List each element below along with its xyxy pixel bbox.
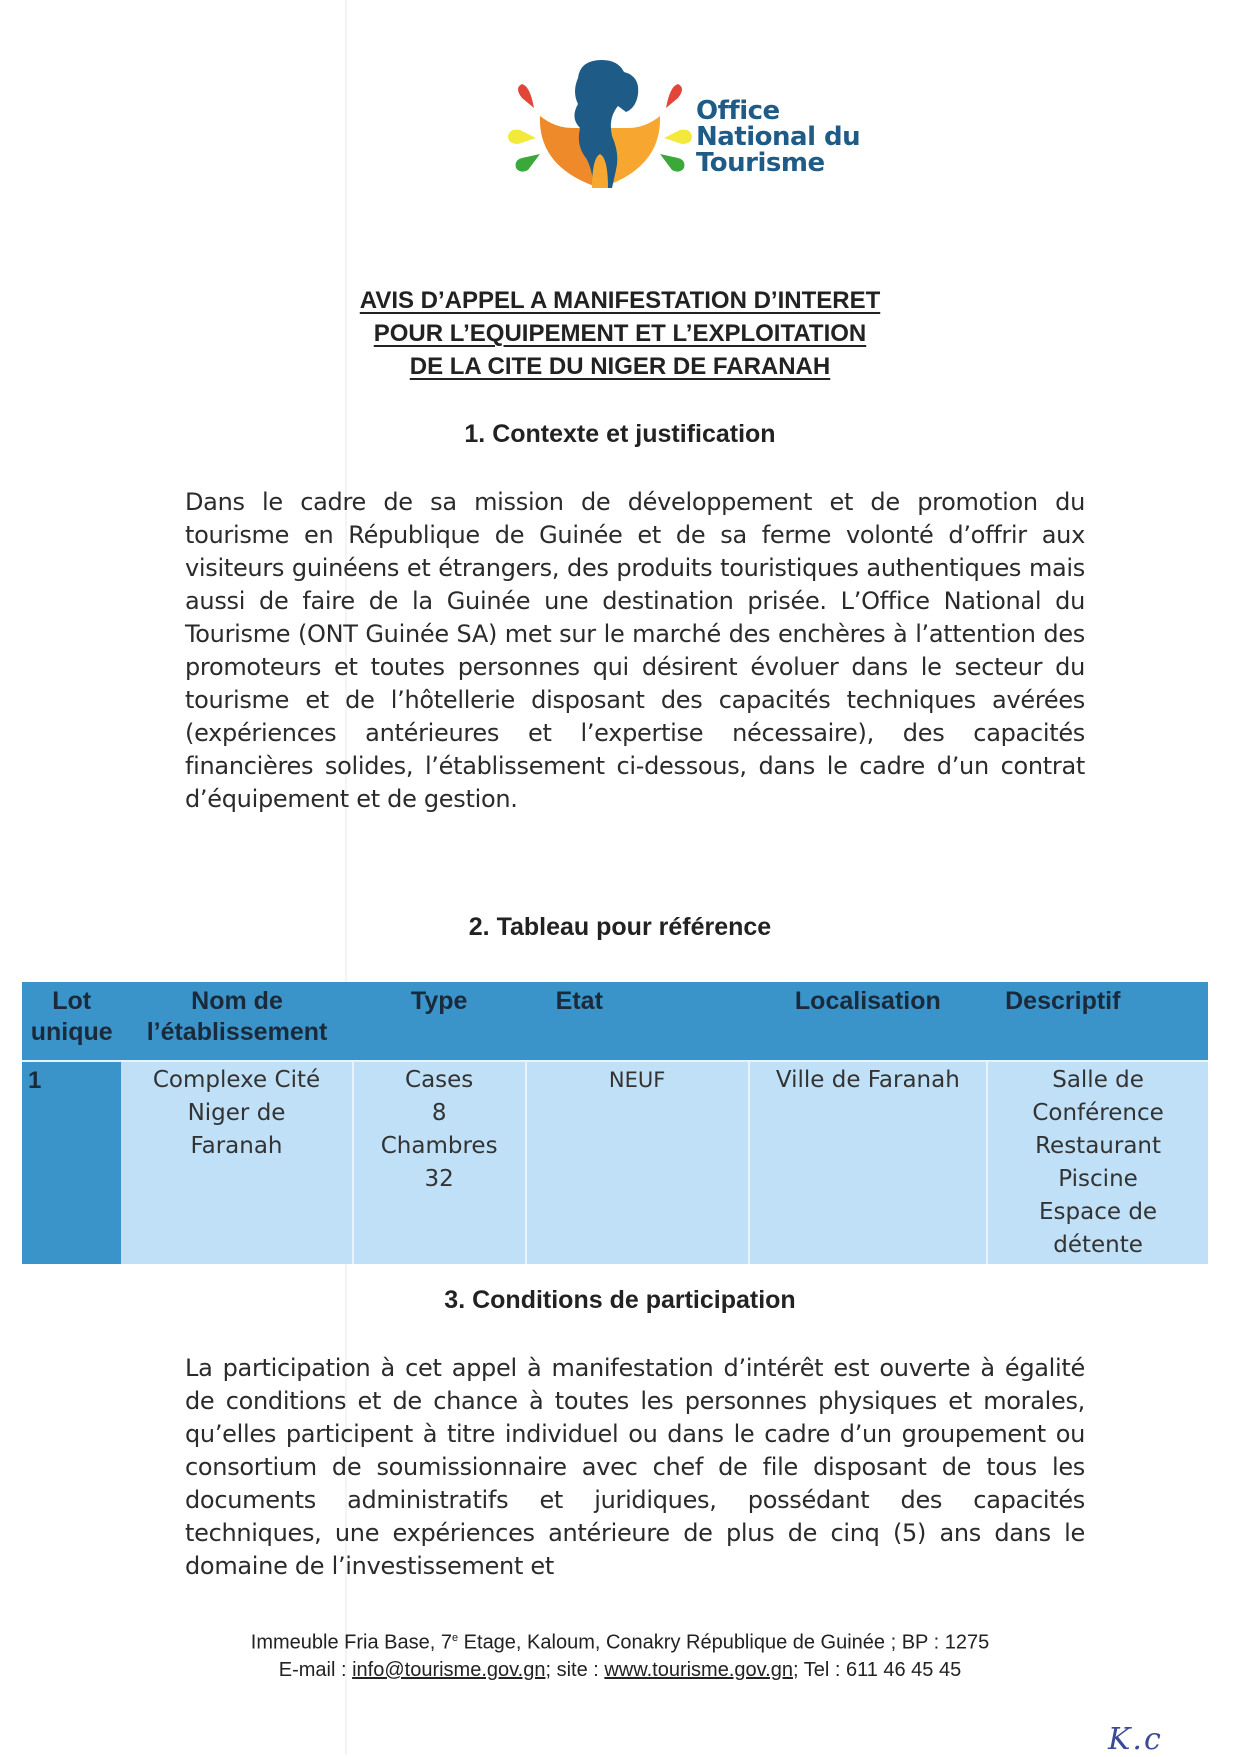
section-1-paragraph: Dans le cadre de sa mission de développement et de promotion du tourisme en République de Guinée et de sa ferme volonté d’offrir aux visiteurs guinéens et étrangers, des produits touristiques authentiques mais aussi de faire de la Guinée une destination prisée. L’Office National du Tourisme (ONT Guinée SA) met sur le marché des enchères à l’attention des promoteurs et toutes personnes qui désirent évoluer dans le secteur du tourisme et de l’hôtellerie disposant des capacités techniques avérées (expériences antérieures et l’expertise nécessaire), des capacités financières solides, l’établissement ci-dessous, dans le cadre d’un contrat d’équipement et de gestion. xyxy=(185,488,1085,813)
cell-nom: Complexe Cité Niger de Faranah xyxy=(121,1061,352,1264)
cell-descriptif: Salle de Conférence Restaurant Piscine Espace de détente xyxy=(987,1061,1208,1264)
table-header-row xyxy=(22,982,1208,1061)
email-link[interactable]: info@tourisme.gov.gn xyxy=(352,1659,546,1681)
logo-line-office: Office xyxy=(696,96,780,126)
logo-line-national: National du xyxy=(696,122,861,152)
section-3-paragraph: La participation à cet appel à manifestation d’intérêt est ouverte à égalité de conditions et de chance à toutes les personnes physiques et morales, qu’elles participent à titre individuel ou dans le cadre d’un groupement ou consortium de soumissionnaire avec chef de file disposant de tous les documents administratifs et juridiques, possédant des capacités techniques, une expériences antérieure de plus de cinq (5) ans dans le domaine de l’investissement et xyxy=(185,1354,1085,1580)
header-descriptif: Descriptif xyxy=(987,982,1208,1061)
table-row xyxy=(22,1061,1208,1264)
document-title-line-1: AVIS D’APPEL A MANIFESTATION D’INTERET xyxy=(359,287,881,314)
header-localisation: Localisation xyxy=(749,982,988,1061)
header-type: Type xyxy=(353,982,526,1061)
document-title-line-2: POUR L’EQUIPEMENT ET L’EXPLOITATION xyxy=(373,320,867,347)
logo-wordmark xyxy=(696,98,860,176)
logo-line-tourisme: Tourisme xyxy=(696,148,825,178)
header-lot-unique: Lot unique xyxy=(22,982,121,1061)
reference-table xyxy=(22,982,1208,1264)
cell-type: Cases 8 Chambres 32 xyxy=(353,1061,526,1264)
section-3-heading: 3. Conditions de participation xyxy=(444,1286,796,1314)
header-etat: Etat xyxy=(526,982,749,1061)
document-title-line-3: DE LA CITE DU NIGER DE FARANAH xyxy=(409,353,831,380)
handwritten-initials: K.c xyxy=(1108,1722,1163,1757)
cell-localisation: Ville de Faranah xyxy=(749,1061,988,1264)
section-2-heading: 2. Tableau pour référence xyxy=(468,913,772,941)
cell-etat: NEUF xyxy=(526,1061,749,1264)
website-link[interactable]: www.tourisme.gov.gn xyxy=(604,1659,793,1681)
office-national-du-tourisme-logo xyxy=(500,58,890,208)
cell-lot: 1 xyxy=(22,1061,121,1264)
footer-contact: E-mail : info@tourisme.gov.gn; site : www.tourisme.gov.gn; Tel : 611 46 45 45 xyxy=(278,1659,962,1681)
header-nom-etablissement: Nom de l’établissement xyxy=(121,982,352,1061)
section-1-heading: 1. Contexte et justification xyxy=(464,420,776,448)
logo-emblem-icon xyxy=(500,58,700,208)
footer-address: Immeuble Fria Base, 7e Etage, Kaloum, Conakry République de Guinée ; BP : 1275 xyxy=(250,1631,990,1654)
